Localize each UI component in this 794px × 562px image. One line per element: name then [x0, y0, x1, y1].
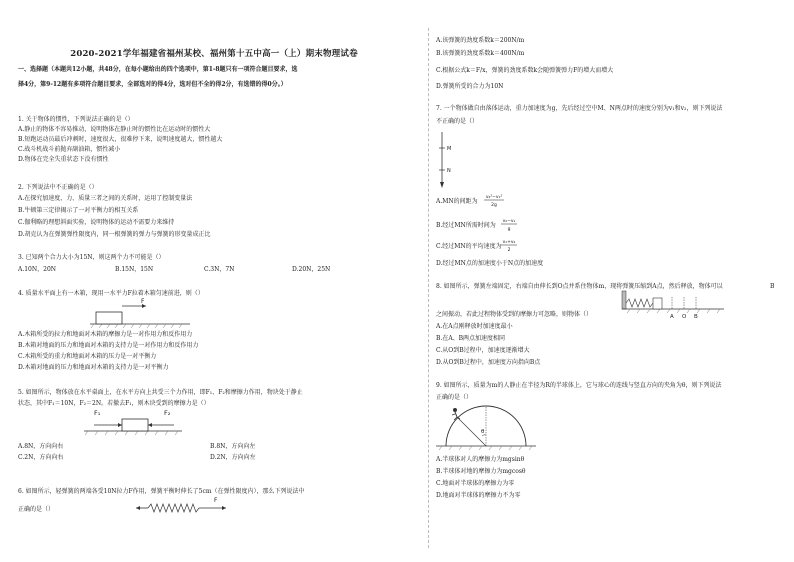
q4-option-a: A.木箱所受的拉力和地面对木箱的摩擦力是一对作用力和反作用力: [18, 331, 193, 338]
q1-option-a: A.静止的物体不容易推动，说明物体在静止时的惯性比在运动时的惯性大: [18, 126, 211, 133]
q2-option-b: B.牛顿第三定律揭示了一对平衡力的相互关系: [18, 207, 139, 214]
q5-option-c: C.2N，方向向右: [18, 454, 64, 461]
q7-a-fraction: [483, 192, 505, 210]
q4-box-figure: [90, 300, 190, 330]
q9-option-b: B.半球体对地的摩擦力为mgcosθ: [436, 468, 526, 475]
q8-option-d: D.从O到B过程中，加速度方向指向B点: [436, 359, 541, 366]
q8-point-b-label: B: [694, 314, 698, 320]
q5-f2-label: F₂: [164, 409, 171, 417]
q3-option-c: C.3N，7N: [204, 266, 235, 273]
q8-spring-figure: [620, 289, 725, 319]
q5-box-figure: [78, 405, 188, 439]
q3-stem: 3. 已知两个合力大小为15N，则这两个力不可能是（）: [18, 254, 165, 261]
q8-point-a-label: A: [670, 314, 674, 320]
q5-option-a: A.8N，方向向右: [18, 443, 64, 450]
q8-option-a: A.在A点刚释放时加速度最小: [436, 323, 513, 330]
q5-stem-line1: 5. 如图所示，物体放在水平桌面上，在水平方向上共受三个力作用，即F₁、F₂和摩擦力作用，物块处于静止: [18, 389, 303, 396]
q7-option-a: A.MN的间距为: [436, 198, 478, 205]
q7-b-denominator: g: [507, 227, 511, 232]
q6-option-c: C.根据公式k＝F/x，弹簧的劲度系数k会随弹簧弹力F的增大而增大: [436, 67, 614, 74]
q8-stem-line1-end: B: [770, 283, 775, 290]
q4-option-c: C.木箱所受的重力和地面对木箱的压力是一对平衡力: [18, 353, 157, 360]
exam-title: 2020-2021学年福建省福州某校、福州第十五中高一（上）期末物理试卷: [70, 49, 358, 59]
q4-force-label: F: [141, 298, 145, 305]
q9-option-c: C.地面对半球体的摩擦力为零: [436, 480, 515, 487]
q3-option-b: B.15N，15N: [115, 266, 154, 273]
q7-option-c: C.经过MN的平均速度为: [436, 243, 502, 250]
q6-stem-line1: 6. 如图所示，轻弹簧的两端各受10N拉力F作用，弹簧平衡时伸长了5cm（在弹性限度内），那么下列说法中: [18, 488, 305, 495]
q5-f1-label: F₁: [94, 409, 101, 417]
q7-a-denominator: 2g: [491, 203, 497, 208]
q7-c-fraction: [500, 237, 518, 255]
q2-stem: 2. 下列说法中不正确的是（）: [18, 184, 98, 191]
q9-theta-label: θ: [481, 429, 485, 435]
q4-option-d: D.木箱对地面的压力和地面对木箱的支持力是一对平衡力: [18, 364, 169, 371]
q7-c-numerator: v₁+v₂: [502, 240, 516, 245]
q3-option-d: D.20N，25N: [292, 266, 331, 273]
q8-option-b: B.在A、B两点加速度相同: [436, 335, 506, 342]
q7-b-fraction: [500, 216, 518, 234]
q6-force-label: F: [214, 497, 218, 504]
q8-point-o-label: O: [682, 314, 687, 320]
q7-stem-line2: 不正确的是（）: [436, 118, 479, 125]
q7-option-b: B.经过MN所需时间为: [436, 222, 496, 229]
q7-stem-line1: 7. 一个物体做自由落体运动，重力加速度为g，先后经过空中M、N两点时的速度分别为v₁和v₂，则下列说法: [436, 105, 723, 112]
q9-stem-line2: 正确的是（）: [436, 394, 473, 401]
q6-option-a: A.该弹簧的劲度系数k＝200N/m: [436, 37, 525, 44]
q6-option-b: B.该弹簧的劲度系数k＝400N/m: [436, 50, 525, 57]
q7-n-label: N: [447, 168, 451, 174]
q1-stem: 1. 关于物体的惯性，下列说法正确的是（）: [18, 116, 134, 123]
q7-c-denominator: 2: [507, 248, 511, 253]
section-instructions-line1: 一、选择题（本题共12小题，共48分，在每小题给出的四个选项中，第1-8题只有一项符合题目要求，选: [18, 66, 298, 73]
q2-option-d: D.胡克认为在弹簧弹性限度内，同一根弹簧的弹力与弹簧的形变量成正比: [18, 231, 211, 238]
q7-m-label: M: [447, 146, 452, 152]
q7-option-d: D.经过MN点的加速度小于N点的加速度: [436, 260, 544, 267]
q7-fall-figure: [436, 130, 466, 194]
q6-option-d: D.弹簧所受的合力为10N: [436, 83, 504, 90]
q5-option-b: B.8N，方向向左: [210, 443, 256, 450]
section-instructions-line2: 择4分，第9-12题有多项符合题目要求，全部选对的得4分，选对但不全的得2分，有选错的得0分。）: [18, 81, 287, 88]
q4-stem: 4. 质量水平面上有一木箱，现用一水平力F拉着木箱匀速前进，则（）: [18, 290, 204, 297]
q2-option-a: A.在探究加速度、力、质量三者之间的关系时，运用了控制变量法: [18, 195, 193, 202]
q2-option-c: C.伽利略的理想斜面实验，说明物体的运动不需要力来维持: [18, 219, 175, 226]
q8-stem-line1: 8. 如图所示，弹簧左端固定，右端自由伸长到O点并系住物体m，现将弹簧压缩到A点，然后释放，物体可以: [436, 283, 723, 290]
q4-option-b: B.木箱对地面的压力和地面对木箱的支持力是一对作用力和反作用力: [18, 342, 199, 349]
column-divider: [428, 28, 430, 548]
q9-stem-line1: 9. 如图所示，质量为m的人静止在半径为R的半球体上，它与球心的连线与竖直方向的夹角为θ，则下列说法: [436, 382, 722, 389]
q1-option-b: B.短跑运动员最后冲刺时，速度很大，很难停下来，说明速度越大，惯性越大: [18, 136, 223, 143]
q5-option-d: D.2N，方向向左: [210, 454, 256, 461]
q6-stem-line2: 正确的是（）: [18, 506, 55, 513]
q9-option-d: D.地面对半球体的摩擦力不为零: [436, 492, 521, 499]
q9-hemisphere-figure: [436, 400, 536, 452]
q6-spring-figure: [136, 496, 236, 514]
q1-option-c: C.战斗机战斗前抛弃副油箱，惯性减小: [18, 146, 121, 153]
q8-stem-line2: 之间振动，若此过程物体受到的摩擦力可忽略，则物体（）: [436, 311, 593, 318]
q9-option-a: A.半球体对人的摩擦力为mgsinθ: [436, 456, 525, 463]
q7-a-numerator: v₂²−v₁²: [485, 195, 503, 200]
q3-option-a: A.10N，20N: [18, 266, 57, 273]
q1-option-d: D.物体在完全失重状态下没有惯性: [18, 156, 109, 163]
q5-stem-line2: 状态，其中F₁＝10N，F₂＝2N。若撤去F₁，则木块受到的摩擦力是（）: [18, 400, 210, 407]
q8-option-c: C.从O到B过程中，加速度逐渐增大: [436, 347, 530, 354]
q7-b-numerator: v₂−v₁: [502, 219, 516, 224]
q9-person-icon: [452, 408, 460, 420]
